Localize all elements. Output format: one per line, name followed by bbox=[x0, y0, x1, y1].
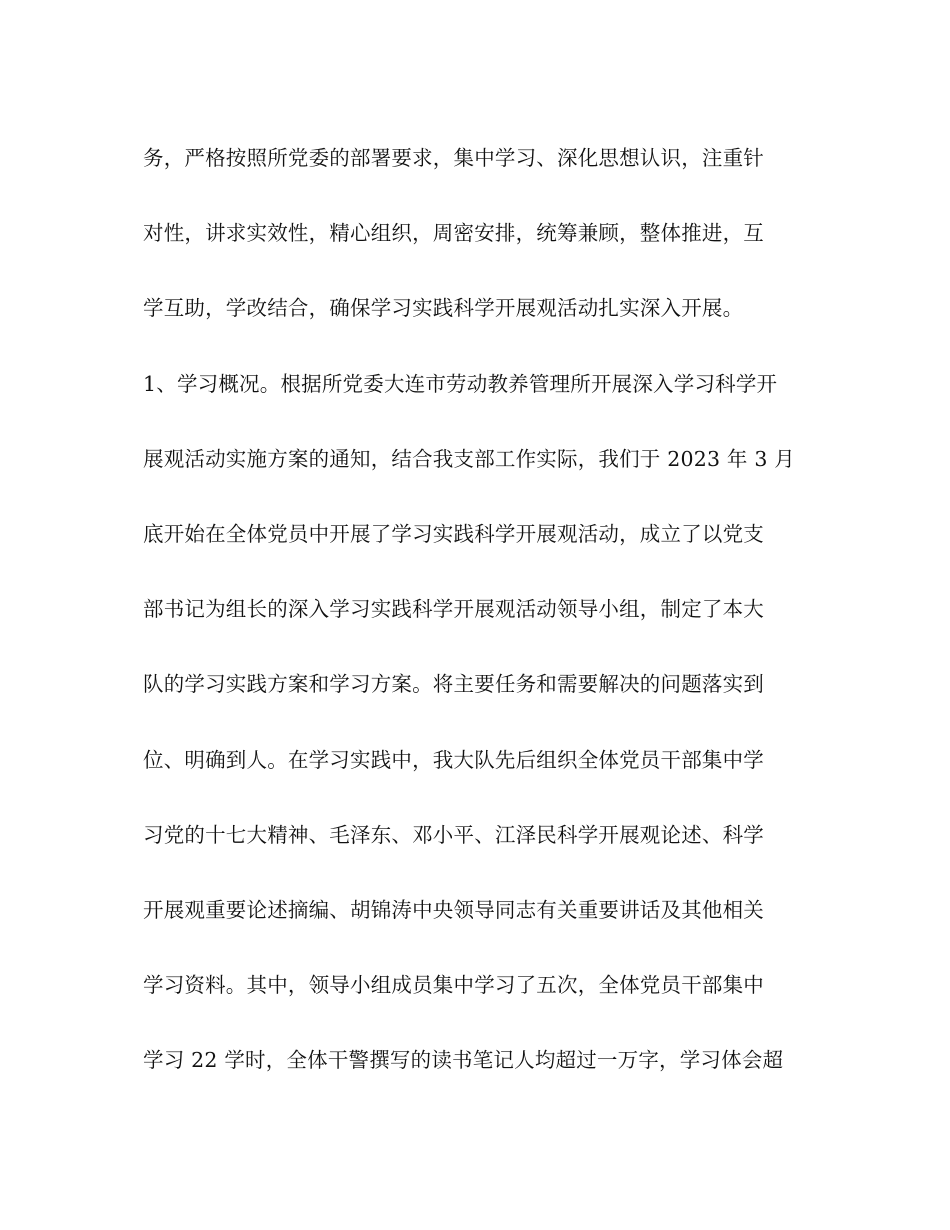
body-text bbox=[143, 134, 813, 1111]
text-line: 展观活动实施方案的通知，结合我支部工作实际，我们于 2023 年 3 月 bbox=[143, 446, 795, 471]
text-line: 队的学习实践方案和学习方案。将主要任务和需要解决的问题落实到 bbox=[143, 672, 764, 697]
text-line: 务，严格按照所党委的部署要求，集中学习、深化思想认识，注重针 bbox=[143, 146, 764, 170]
text-line: 位、明确到人。在学习实践中，我大队先后组织全体党员干部集中学 bbox=[143, 747, 764, 772]
text-line: 底开始在全体党员中开展了学习实践科学开展观活动，成立了以党支 bbox=[143, 521, 764, 546]
text-line: 学习资料。其中，领导小组成员集中学习了五次，全体党员干部集中 bbox=[143, 973, 764, 998]
text-line: 1、学习概况。根据所党委大连市劳动教养管理所开展深入学习科学开 bbox=[143, 371, 778, 396]
text-line: 开展观重要论述摘编、胡锦涛中央领导同志有关重要讲话及其他相关 bbox=[143, 897, 764, 922]
text-line: 学互助，学改结合，确保学习实践科学开展观活动扎实深入开展。 bbox=[143, 296, 744, 321]
text-line: 对性，讲求实效性，精心组织，周密安排，统筹兼顾，整体推进，互 bbox=[143, 221, 764, 246]
text-line: 学习 22 学时，全体干警撰写的读书笔记人均超过一万字，学习体会超 bbox=[143, 1048, 784, 1073]
text-line: 部书记为组长的深入学习实践科学开展观活动领导小组，制定了本大 bbox=[143, 597, 764, 622]
text-line: 习党的十七大精神、毛泽东、邓小平、江泽民科学开展观论述、科学 bbox=[143, 822, 764, 847]
